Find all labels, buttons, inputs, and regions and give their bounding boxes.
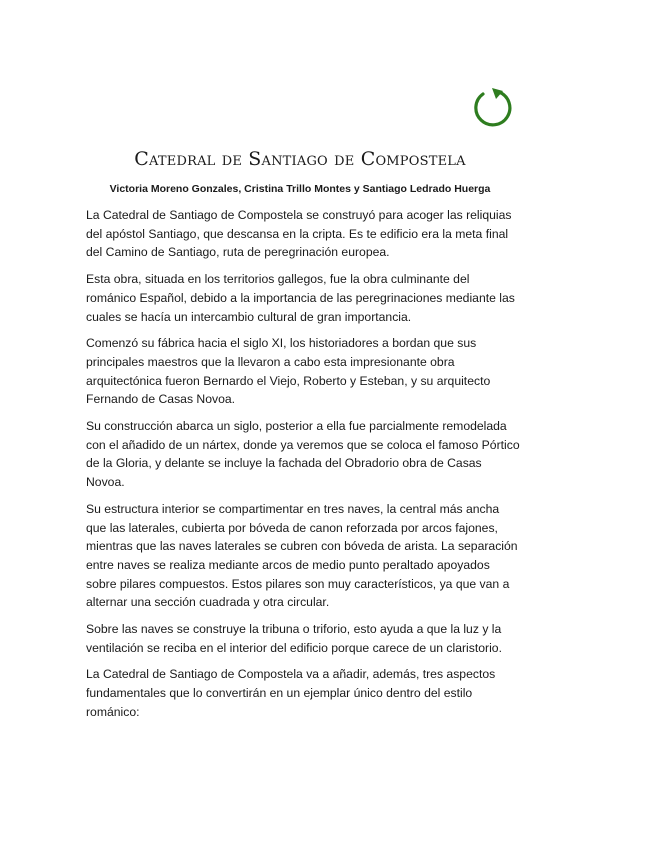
paragraph-5: Su estructura interior se compartimentar en tres naves, la central más ancha que las laterales, cubierta por bóveda de canon reforzada por arcos fajones, mientras que las naves laterales se cubren con bóveda de arista. La separación entre naves se realiza mediante arcos de medio punto peraltado apoyados sobre pilares compuestos. Estos pilares son muy característicos, ya que van a alternar una sección cuadrada y otra circular. [86,501,518,610]
paragraph-6: Sobre las naves se construye la tribuna o triforio, esto ayuda a que la luz y la ventilación se reciba en el interior del edificio porque carece de un claristorio. [86,622,502,655]
paragraph-3: Comenzó su fábrica hacia el siglo XI, los historiadores a bordan que sus principales maestros que la llevaron a cabo esta impresionante obra arquitectónica fueron Bernardo el Viejo, Roberto y Esteban, y su arquitecto Fernando de Casas Novoa. [86,336,491,407]
paragraph-7: La Catedral de Santiago de Compostela va a añadir, además, tres aspectos fundamentales que lo convertirán en un ejemplar único dentro del estilo románico: [86,667,496,719]
authors-line: Victoria Moreno Gonzales, Cristina Trillo Montes y Santiago Ledrado Huerga [109,183,491,195]
paragraph-2: Esta obra, situada en los territorios gallegos, fue la obra culminante del románico Español, debido a la importancia de las peregrinaciones mediante las cuales se hacía un intercambio cultural de gran importancia. [86,272,515,324]
body-text [86,206,522,730]
page-title: Catedral de Santiago de Compostela [134,148,466,170]
paragraph-1: La Catedral de Santiago de Compostela se construyó para acoger las reliquias del apóstol Santiago, que descansa en la cripta. Es te edificio era la meta final del Camino de Santiago, ruta de peregrinación europea. [86,208,512,260]
paragraph-4: Su construcción abarca un siglo, posterior a ella fue parcialmente remodelada con el añadido de un nártex, donde ya veremos que se coloca el famoso Pórtico de la Gloria, y delante se incluye la fachada del Obradorio obra de Casas Novoa. [86,419,520,490]
green-circular-arrow-icon [470,84,516,130]
